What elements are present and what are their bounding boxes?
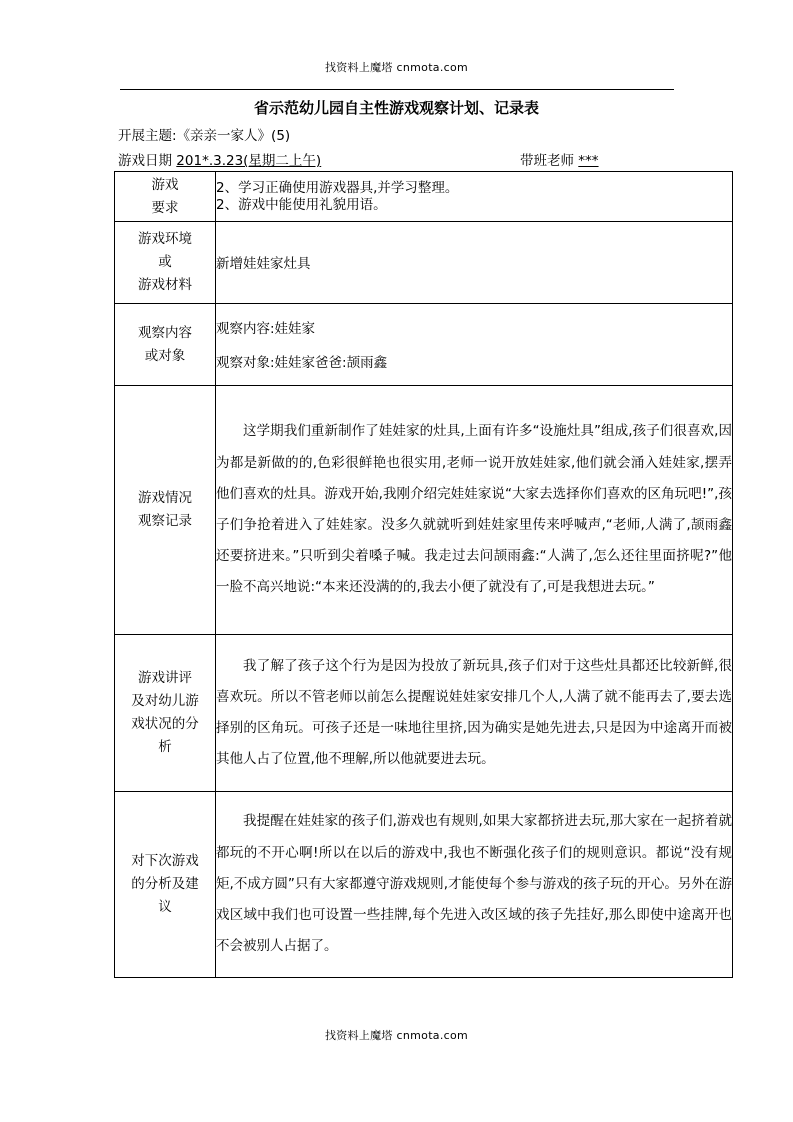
comment-content: [216, 635, 733, 792]
row-observation: [115, 304, 733, 386]
label-line: 游戏环境: [138, 231, 192, 247]
row-comment: [115, 635, 733, 792]
label-requirements: [115, 172, 216, 222]
row-requirements: [115, 172, 733, 222]
date-line: [118, 149, 321, 169]
row-next: [115, 792, 733, 978]
label-line: 观察记录: [138, 513, 192, 529]
date-value: 201*.3.23(星期二上午): [176, 153, 322, 169]
teacher-label: 带班老师: [520, 153, 574, 169]
row-record: [115, 386, 733, 635]
requirements-content: [216, 172, 733, 222]
document-title: 省示范幼儿园自主性游戏观察计划、记录表: [253, 99, 539, 117]
record-text: 这学期我们重新制作了娃娃家的灶具,上面有许多“设施灶具”组成,孩子们很喜欢,因为都是新做的的,色彩很鲜艳也很实用,老师一说开放娃娃家,他们就会涌入娃娃家,摆弄他们喜欢的灶具。游戏开始,我刚介绍完娃娃家说“大家去选择你们喜欢的区角玩吧!”,孩子们争抢着进入了娃娃家。没多久就就听到娃娃家里传来呼喊声,“老师,人满了,颉雨鑫还要挤进来。”只听到尖着嗓子喊。我走过去问颉雨鑫:“人满了,怎么还往里面挤呢?”他一脸不高兴地说:“本来还没满的的,我去小便了就没有了,可是我想进去玩。”: [216, 423, 732, 596]
label-line: 析: [158, 739, 172, 755]
topic-label: 开展主题:: [118, 128, 177, 144]
comment-text: 我了解了孩子这个行为是因为投放了新玩具,孩子们对于这些灶具都还比较新鲜,很喜欢玩。所以不管老师以前怎么提醒说娃娃家安排几个人,人满了就不能再去了,要去选择别的区角玩。可孩子还是一味地往里挤,因为确实是她先进去,只是因为中途离开而被其他人占了位置,他不理解,所以他就要进去玩。: [216, 657, 732, 768]
label-observation: [115, 304, 216, 386]
label-line: 或: [158, 254, 172, 270]
topic-value: 《亲亲一家人》(5): [176, 128, 291, 144]
label-line: 游戏讲评: [138, 670, 192, 686]
label-line: 议: [158, 899, 172, 915]
label-line: 观察内容: [138, 324, 192, 341]
row-environment: [115, 222, 733, 304]
date-label: 游戏日期: [118, 153, 172, 169]
label-line: 的分析及建: [131, 876, 199, 892]
label-line: 游戏: [151, 176, 179, 193]
environment-text: 新增娃娃家灶具: [216, 256, 311, 272]
record-content: [216, 386, 733, 635]
requirement-item: 2、游戏中能使用礼貌用语。: [216, 196, 387, 213]
label-line: 对下次游戏: [131, 853, 199, 869]
observation-table: [114, 171, 733, 978]
observation-content: [216, 304, 733, 386]
label-line: 游戏材料: [138, 277, 192, 293]
footer-watermark: 找资料上魔塔 cnmota.com: [324, 1029, 469, 1042]
teacher-value: ***: [578, 153, 599, 169]
label-next: [115, 792, 216, 978]
label-record: [115, 386, 216, 635]
header-rule: [120, 89, 674, 90]
observation-content-line: 观察内容:娃娃家: [216, 320, 316, 337]
next-content: [216, 792, 733, 978]
label-environment: [115, 222, 216, 304]
label-line: 戏状况的分: [131, 716, 199, 732]
next-text: 我提醒在娃娃家的孩子们,游戏也有规则,如果大家都挤进去玩,那大家在一起挤着就都玩的不开心啊!所以在以后的游戏中,我也不断强化孩子们的规则意识。都说“没有规矩,不成方圆”只有大家都遵守游戏规则,才能使每个参与游戏的孩子玩的开心。另外在游戏区域中我们也可设置一些挂牌,每个先进入改区域的孩子先挂好,那么即使中途离开也不会被别人占据了。: [216, 813, 732, 955]
teacher-line: [520, 149, 599, 169]
label-line: 游戏情况: [138, 490, 192, 506]
label-line: 或对象: [144, 347, 186, 364]
observation-target-line: 观察对象:娃娃家爸爸:颉雨鑫: [216, 354, 388, 371]
label-line: 要求: [151, 199, 179, 216]
header-watermark: 找资料上魔塔 cnmota.com: [324, 61, 469, 74]
environment-content: [216, 222, 733, 304]
requirement-item: 2、学习正确使用游戏器具,并学习整理。: [216, 179, 459, 196]
label-line: 及对幼儿游: [131, 693, 199, 709]
topic-line: [118, 124, 290, 144]
label-comment: [115, 635, 216, 792]
